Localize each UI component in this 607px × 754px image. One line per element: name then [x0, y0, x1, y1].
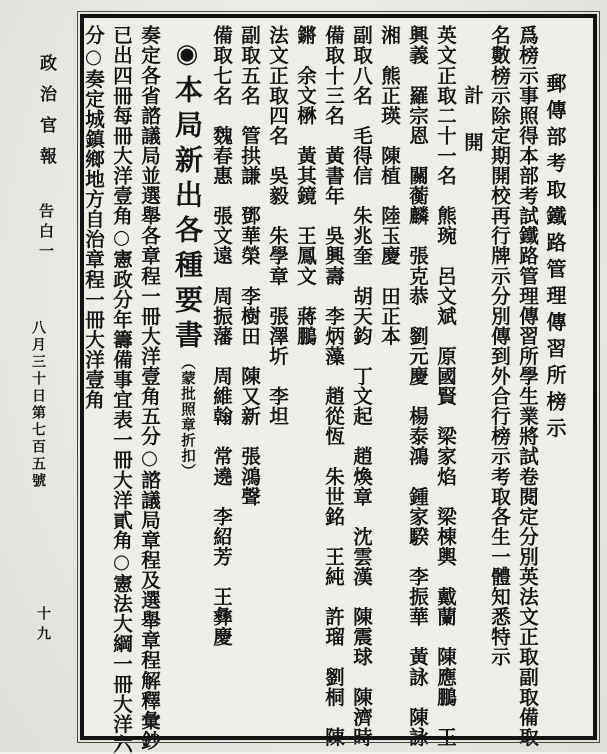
page-margin [0, 0, 78, 752]
name-column-3: 湘 熊正瑛 陳植 陸玉慶 田正本 [378, 25, 401, 346]
notice-body-column-2: 名數榜示除定期開校再行牌示分別傳到外合行榜示考取各生一體知悉特示 [488, 25, 511, 667]
ad-body-column-2: 已出四冊每冊大洋壹角○憲政分年籌備事宜表一冊大洋貳角○憲法大綱一冊大洋六 [110, 25, 133, 754]
notice-body-column-1: 爲榜示事照得本部考試鐵路管理傳習所學生業將試卷閱定分別英法文正取副取備取 [516, 25, 539, 747]
ad-body-column-3: 分○奏定城鎮鄉地方自治章程一冊大洋壹角 [82, 25, 105, 410]
list-header: 計 開 [461, 85, 484, 156]
name-column-english-main: 英文正取二十一名 熊琬 呂文斌 原國賢 梁家焰 梁棟輿 戴蘭 陳應鵬 王 [434, 25, 457, 747]
section-label: 告白一 [37, 203, 55, 263]
name-column-6: 鏘 余文楙 黃其鏡 王鳳文 蔣鵬 [294, 25, 317, 346]
masthead-title: 政治官報 [36, 54, 56, 178]
name-column-english-reserve: 備取十三名 黃書年 吳興壽 李炳藻 趙從恆 朱世銘 王純 許瑠 劉桐 陳 [322, 25, 345, 747]
notice-title: 郵傳部考取鐵路管理傳習所榜示 [543, 73, 567, 444]
issue-date-line: 八月三十日第七百五號 [30, 320, 46, 490]
ad-body-column-1: 奏定各省諮議局並選舉各章程一冊大洋壹角五分○諮議局章程及選舉章程解釋彙鈔 [138, 25, 161, 751]
page-number: 十九 [35, 606, 51, 646]
name-column-2: 興義 羅宗恩 關蘅麟 張克恭 劉元慶 楊泰鴻 鍾家騤 李振華 黃詠 陳詠 [406, 25, 429, 747]
ad-heading [167, 25, 207, 731]
name-column-english-secondary: 副取八名 毛得信 朱兆奎 胡天鈞 丁文起 趙煥章 沈雲漢 陳震球 陳濟時 [350, 25, 373, 747]
name-column-french-main: 法文正取四名 吳毅 朱學章 張澤圻 李坦 [266, 25, 289, 426]
content-columns [82, 18, 593, 754]
content-frame [80, 14, 597, 754]
ad-heading-text: 本局新出各種要書 [171, 75, 204, 355]
name-column-french-reserve: 備取七名 魏春惠 張文遠 周振藩 周維翰 常遶 李紹芳 王彝慶 [210, 25, 233, 647]
fisheye-bullet-icon: ◉ [172, 39, 202, 75]
name-column-french-secondary: 副取五名 管拱謙 鄧華榮 李樹田 陳又新 張鴻聲 [238, 25, 261, 507]
ad-heading-note: （蒙批照章折扣） [179, 355, 196, 479]
